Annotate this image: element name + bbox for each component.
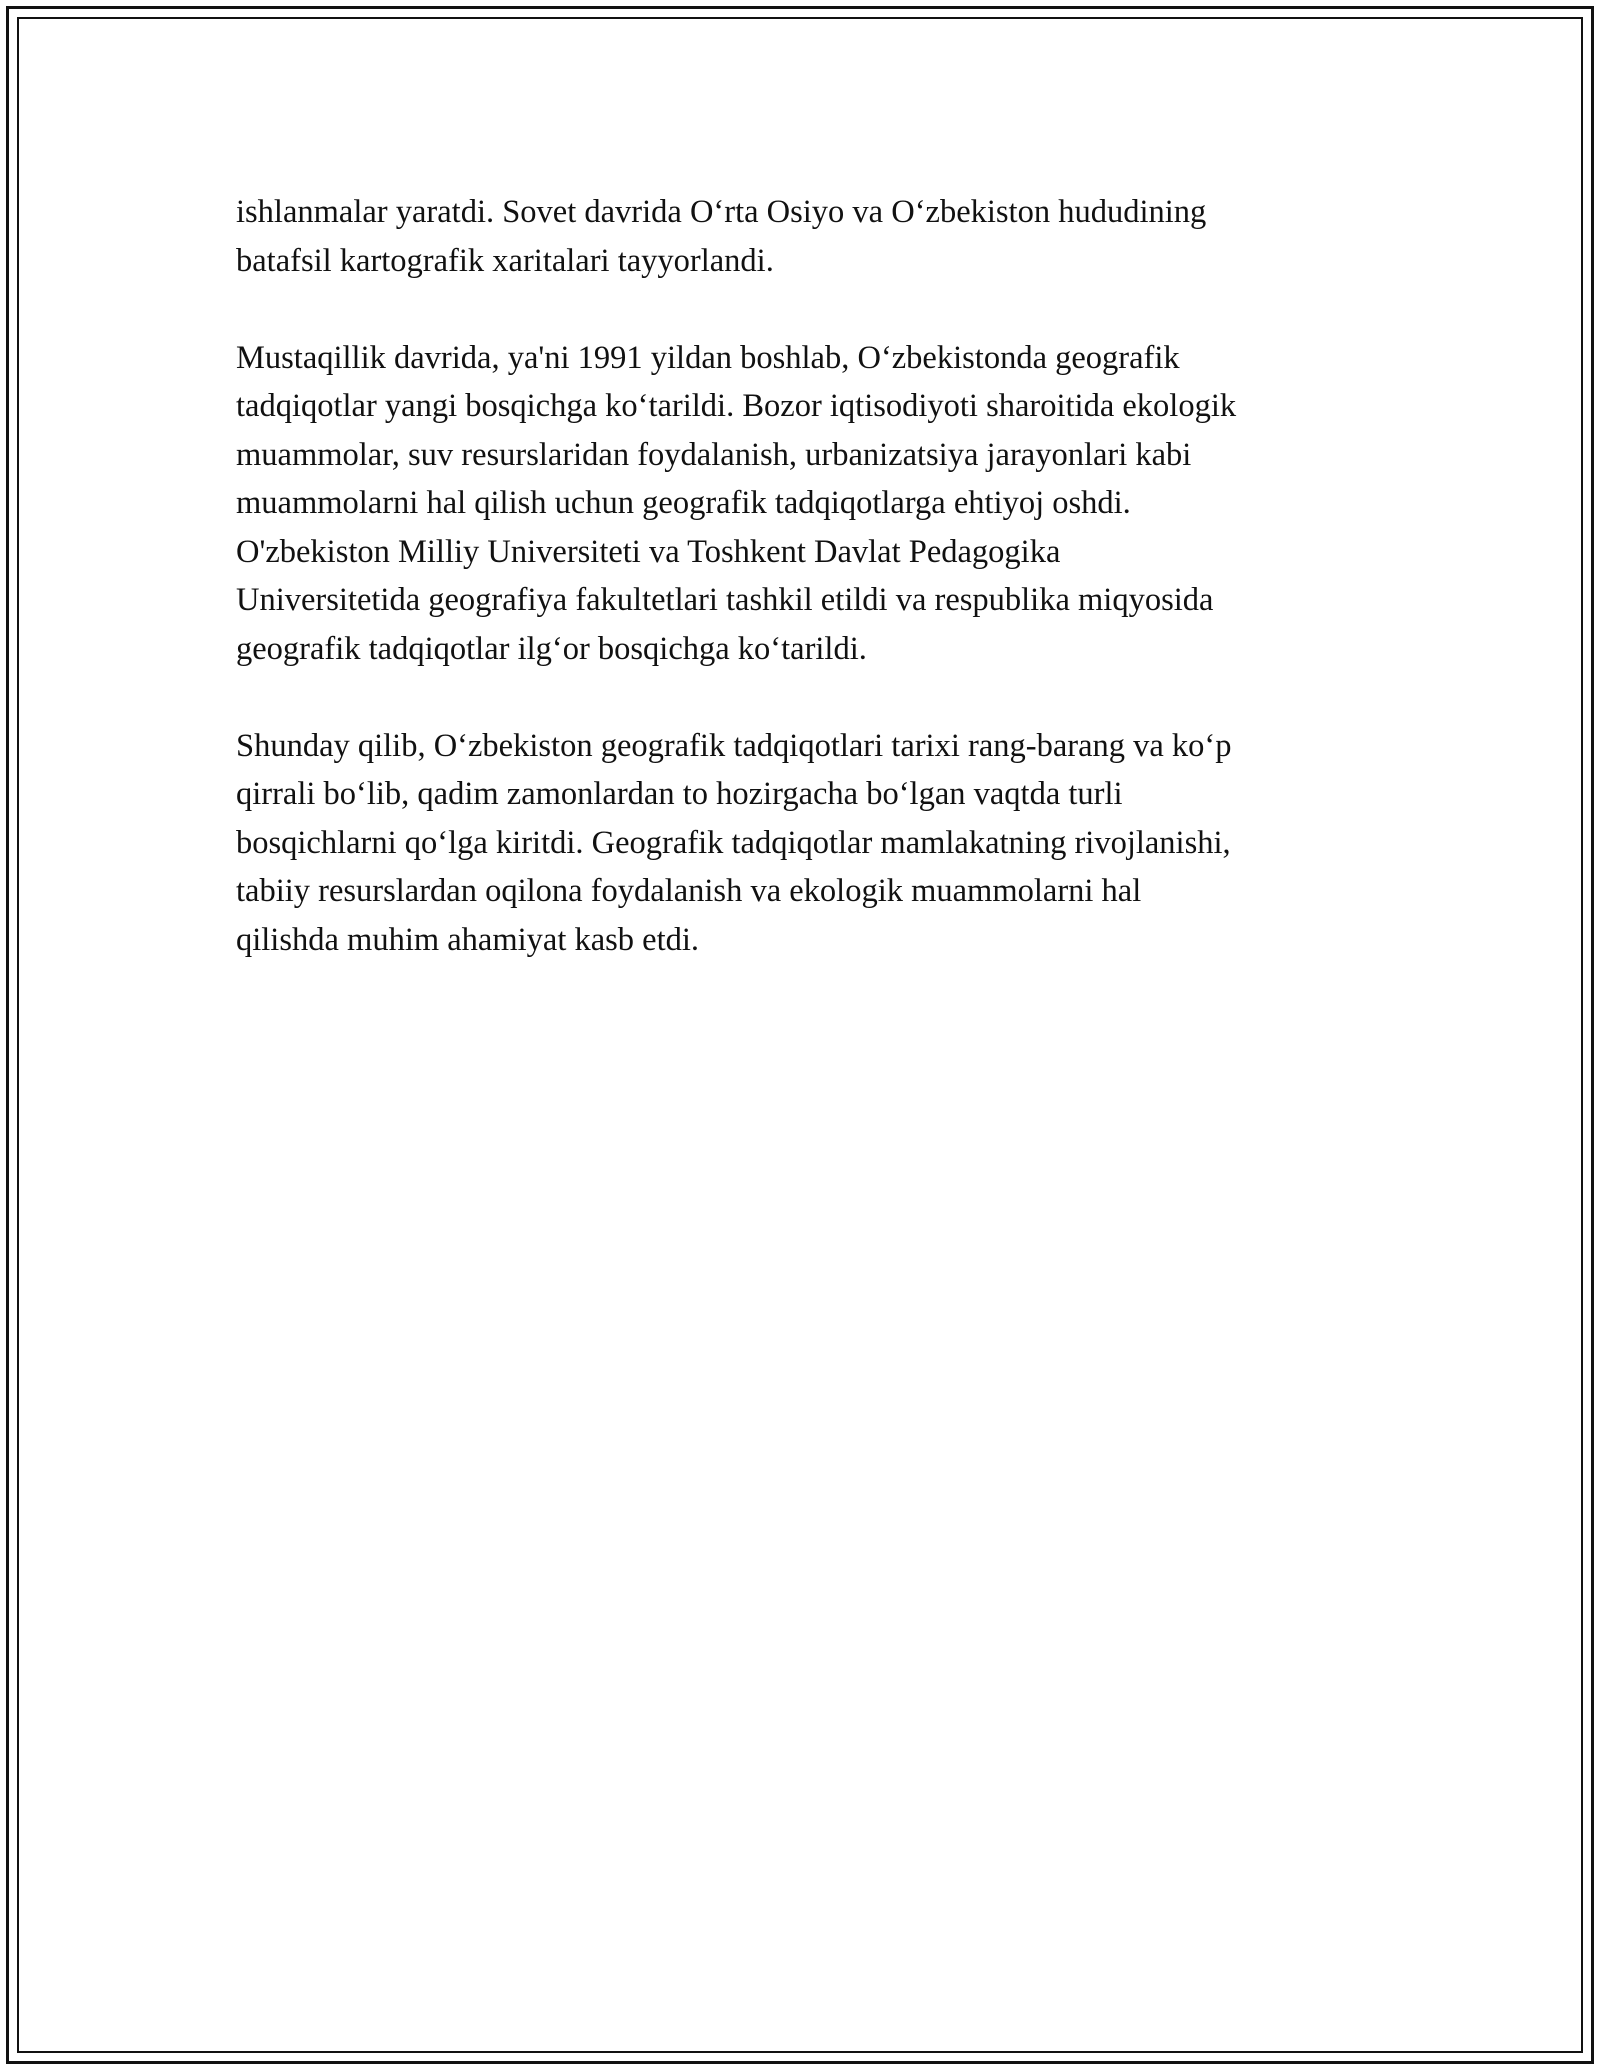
document-body: [236, 188, 1396, 1013]
text-line: geografik tadqiqotlar ilg‘or bosqichga ko‘tarildi.: [236, 630, 867, 667]
paragraph-soviet-period: [236, 188, 1396, 285]
text-line: tabiiy resurslardan oqilona foydalanish va ekologik muammolarni hal: [236, 873, 1142, 909]
text-line: ishlanmalar yaratdi. Sovet davrida O‘rta Osiyo va O‘zbekiston hududining: [236, 194, 1207, 230]
text-line: Shunday qilib, O‘zbekiston geografik tadqiqotlari tarixi rang-barang va ko‘p: [236, 727, 1232, 764]
text-line: muammolarni hal qilish uchun geografik tadqiqotlarga ehtiyoj oshdi.: [236, 485, 1131, 521]
text-line: muammolar, suv resurslaridan foydalanish, urbanizatsiya jarayonlari kabi: [236, 436, 1192, 473]
paragraph-conclusion: [236, 722, 1396, 965]
text-line: batafsil kartografik xaritalari tayyorlandi.: [236, 242, 774, 279]
text-line: bosqichlarni qo‘lga kiritdi. Geografik tadqiqotlar mamlakatning rivojlanishi,: [236, 824, 1231, 861]
text-line: qilishda muhim ahamiyat kasb etdi.: [236, 921, 700, 958]
text-line: Mustaqillik davrida, ya'ni 1991 yildan boshlab, O‘zbekistonda geografik: [236, 339, 1180, 376]
text-line: O'zbekiston Milliy Universiteti va Toshkent Davlat Pedagogika: [236, 533, 1061, 570]
text-line: tadqiqotlar yangi bosqichga ko‘tarildi. Bozor iqtisodiyoti sharoitida ekologik: [236, 388, 1237, 424]
text-line: qirrali bo‘lib, qadim zamonlardan to hozirgacha bo‘lgan vaqtda turli: [236, 776, 1123, 812]
paragraph-independence-period: [236, 334, 1396, 674]
text-line: Universitetida geografiya fakultetlari tashkil etildi va respublika miqyosida: [236, 582, 1214, 618]
